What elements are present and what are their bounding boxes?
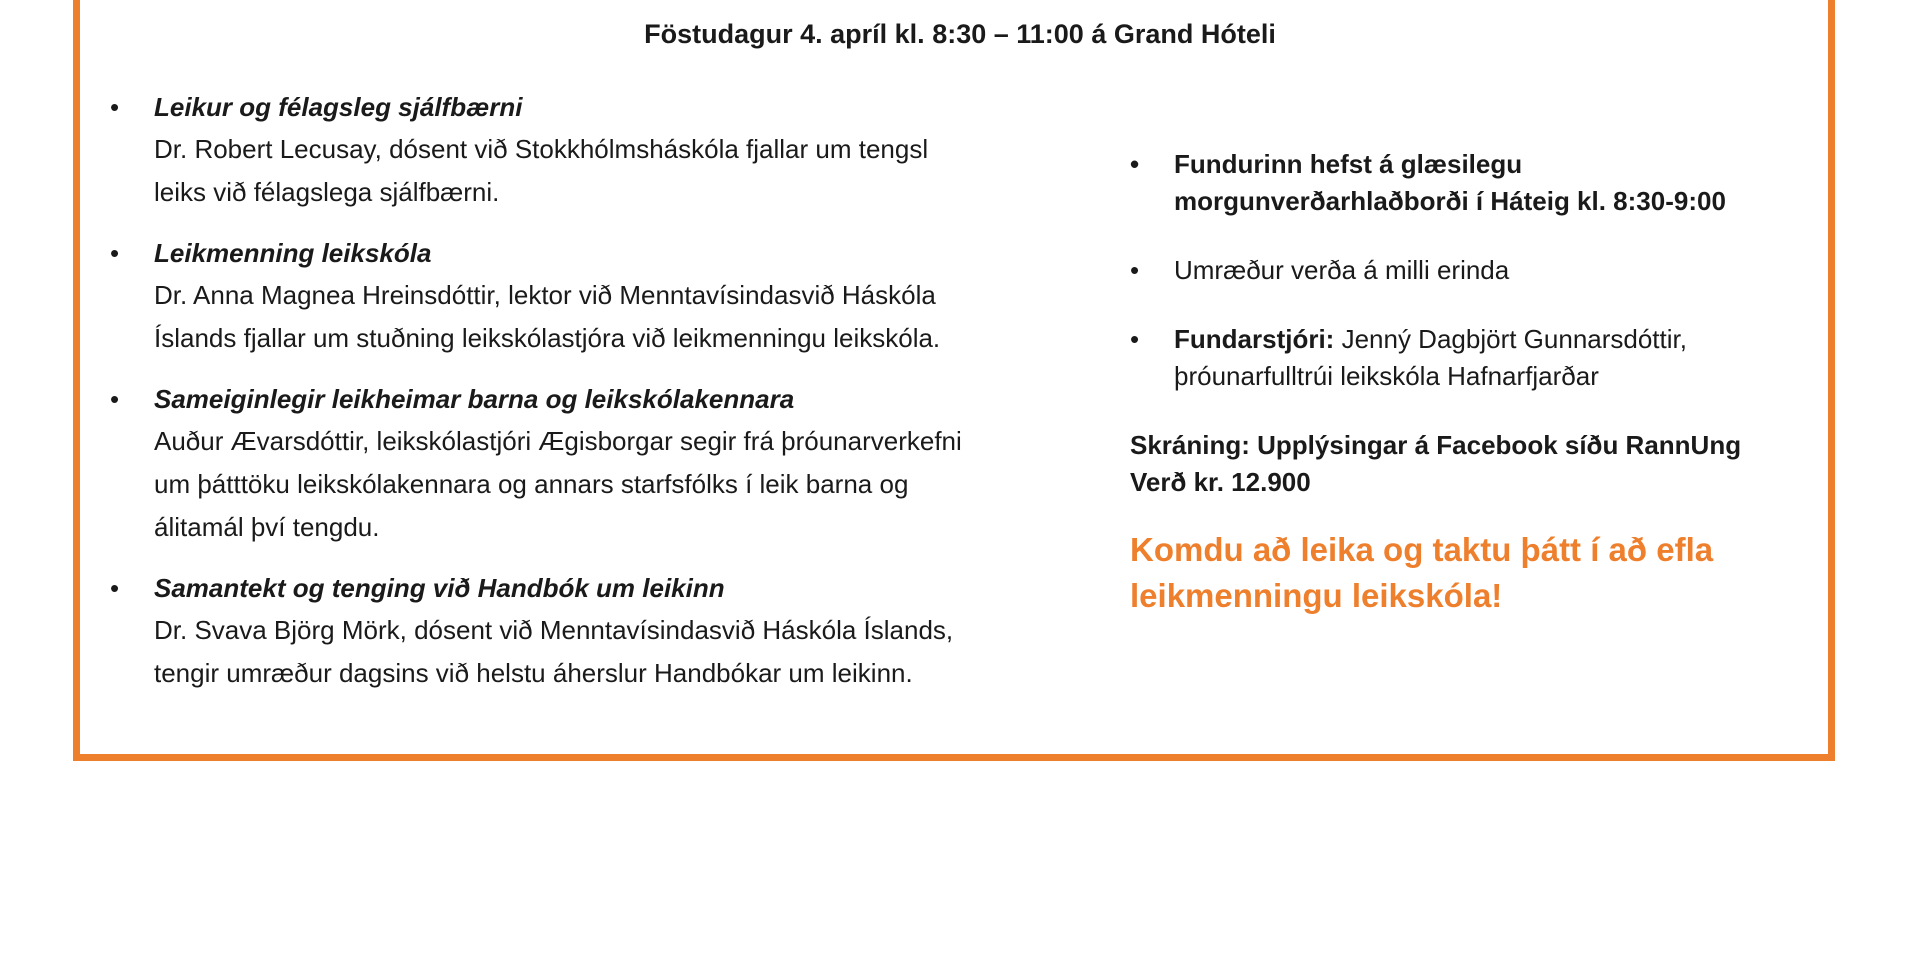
bullet-icon: • xyxy=(110,573,120,603)
bullet-icon: • xyxy=(1130,255,1140,285)
breakfast-line-2: morgunverðarhlaðborði í Háteig kl. 8:30-9:00 xyxy=(1174,186,1726,216)
discussion-info xyxy=(1130,252,1810,289)
chair-name: Jenný Dagbjört Gunnarsdóttir, xyxy=(1334,324,1687,354)
talk-item xyxy=(110,232,1070,360)
talk-item xyxy=(110,378,1070,549)
chair-label: Fundarstjóri: xyxy=(1174,324,1335,354)
registration-block xyxy=(1130,427,1810,501)
talk-description: Dr. Anna Magnea Hreinsdóttir, lektor við Menntavísindasvið Háskóla Íslands fjallar um stuðning leikskólastjóra við leikmenningu leikskóla. xyxy=(154,280,941,353)
chair-info xyxy=(1130,321,1810,395)
talk-item xyxy=(110,86,1070,214)
bullet-icon: • xyxy=(110,238,120,268)
bullet-icon: • xyxy=(1130,324,1140,354)
talk-description: Auður Ævarsdóttir, leikskólastjóri Ægisborgar segir frá þróunarverkefni um þátttöku leikskólakennara og annars starfsfólks í leik barna og álitamál því tengdu. xyxy=(154,426,962,542)
bullet-icon: • xyxy=(1130,149,1140,179)
breakfast-info xyxy=(1130,146,1810,220)
talk-description: Dr. Robert Lecusay, dósent við Stokkhólmsháskóla fjallar um tengsl leiks við félagslega sjálfbærni. xyxy=(154,134,929,207)
bullet-icon: • xyxy=(110,384,120,414)
talk-title: Samantekt og tenging við Handbók um leikinn xyxy=(154,573,725,603)
chair-role: þróunarfulltrúi leikskóla Hafnarfjarðar xyxy=(1174,361,1599,391)
event-date-heading: Föstudagur 4. apríl kl. 8:30 – 11:00 á Grand Hóteli xyxy=(644,19,1276,49)
talk-title: Sameiginlegir leikheimar barna og leikskólakennara xyxy=(154,384,795,414)
breakfast-line-1: Fundurinn hefst á glæsilegu xyxy=(1174,149,1523,179)
talk-description: Dr. Svava Björg Mörk, dósent við Menntavísindasvið Háskóla Íslands, tengir umræður dagsins við helstu áherslur Handbókar um leikinn. xyxy=(154,615,954,688)
talks-list xyxy=(110,86,1070,713)
talk-title: Leikur og félagsleg sjálfbærni xyxy=(154,92,523,122)
call-to-action: Komdu að leika og taktu þátt í að efla leikmenningu leikskóla! xyxy=(1130,531,1714,614)
chair-line-1 xyxy=(1174,321,1810,358)
registration-text: Skráning: Upplýsingar á Facebook síðu RannUng xyxy=(1130,430,1742,460)
bullet-icon: • xyxy=(110,92,120,122)
discussion-text: Umræður verða á milli erinda xyxy=(1174,255,1510,285)
talk-title: Leikmenning leikskóla xyxy=(154,238,432,268)
talk-item xyxy=(110,567,1070,695)
event-info-column xyxy=(1130,146,1810,619)
price-text: Verð kr. 12.900 xyxy=(1130,467,1311,497)
